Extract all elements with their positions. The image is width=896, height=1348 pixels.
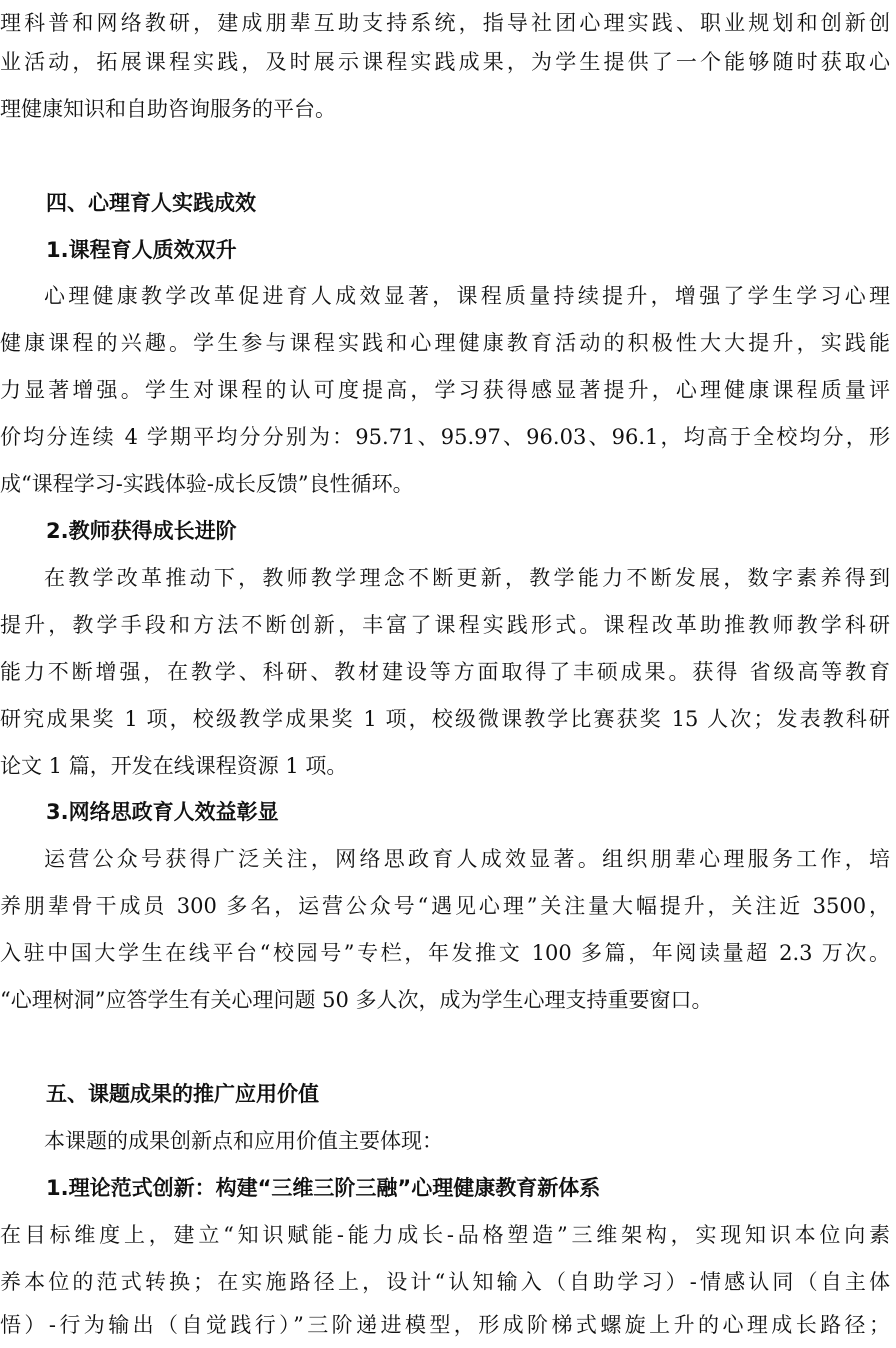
paragraph-line: 研究成果奖 1 项，校级教学成果奖 1 项，校级微课教学比赛获奖 15 人次；发表教科研 (0, 707, 890, 731)
paragraph-line: 在教学改革推动下，教师教学理念不断更新，教学能力不断发展，数字素养得到 (44, 566, 890, 590)
paragraph-line: “心理树洞”应答学生有关心理问题 50 多人次，成为学生心理支持重要窗口。 (0, 988, 713, 1012)
paragraph-line: 健康课程的兴趣。学生参与课程实践和心理健康教育活动的积极性大大提升，实践能 (0, 331, 890, 355)
section-heading: 四、心理育人实践成效 (46, 191, 256, 215)
paragraph-line: 论文 1 篇，开发在线课程资源 1 项。 (0, 754, 348, 778)
paragraph-line: 提升，教学手段和方法不断创新，丰富了课程实践形式。课程改革助推教师教学科研 (0, 613, 890, 637)
paragraph-line: 入驻中国大学生在线平台“校园号”专栏，年发推文 100 多篇，年阅读量超 2.3 万次。 (0, 941, 890, 965)
paragraph-line: 悟）-行为输出（自觉践行）”三阶递进模型，形成阶梯式螺旋上升的心理成长路径； (0, 1313, 890, 1337)
paragraph-line: 价均分连续 4 学期平均分分别为：95.71、95.97、96.03、96.1，均高于全校均分，形 (0, 425, 890, 449)
section-heading: 五、课题成果的推广应用价值 (46, 1082, 319, 1106)
paragraph-line: 理科普和网络教研，建成朋辈互助支持系统，指导社团心理实践、职业规划和创新创 (0, 11, 890, 35)
subsection-heading: 1.理论范式创新：构建“三维三阶三融”心理健康教育新体系 (46, 1176, 601, 1200)
paragraph-line: 理健康知识和自助咨询服务的平台。 (0, 97, 336, 121)
paragraph-line: 养本位的范式转换；在实施路径上，设计“认知输入（自助学习）-情感认同（自主体 (0, 1270, 890, 1294)
paragraph-line: 心理健康教学改革促进育人成效显著，课程质量持续提升，增强了学生学习心理 (44, 284, 890, 308)
paragraph-line: 在目标维度上，建立“知识赋能-能力成长-品格塑造”三维架构，实现知识本位向素 (0, 1223, 890, 1247)
subsection-heading: 2.教师获得成长进阶 (46, 519, 237, 543)
subsection-heading: 1.课程育人质效双升 (46, 238, 237, 262)
paragraph-line: 能力不断增强，在教学、科研、教材建设等方面取得了丰硕成果。获得 省级高等教育 (0, 660, 890, 684)
subsection-heading: 3.网络思政育人效益彰显 (46, 800, 279, 824)
paragraph-line: 本课题的成果创新点和应用价值主要体现： (44, 1129, 443, 1153)
paragraph-line: 成“课程学习-实践体验-成长反馈”良性循环。 (0, 472, 414, 496)
paragraph-line: 养朋辈骨干成员 300 多名，运营公众号“遇见心理”关注量大幅提升，关注近 3500， (0, 894, 890, 918)
paragraph-line: 运营公众号获得广泛关注，网络思政育人成效显著。组织朋辈心理服务工作，培 (44, 847, 890, 871)
paragraph-line: 力显著增强。学生对课程的认可度提高，学习获得感显著提升，心理健康课程质量评 (0, 378, 890, 402)
paragraph-line: 业活动，拓展课程实践，及时展示课程实践成果，为学生提供了一个能够随时获取心 (0, 50, 890, 74)
